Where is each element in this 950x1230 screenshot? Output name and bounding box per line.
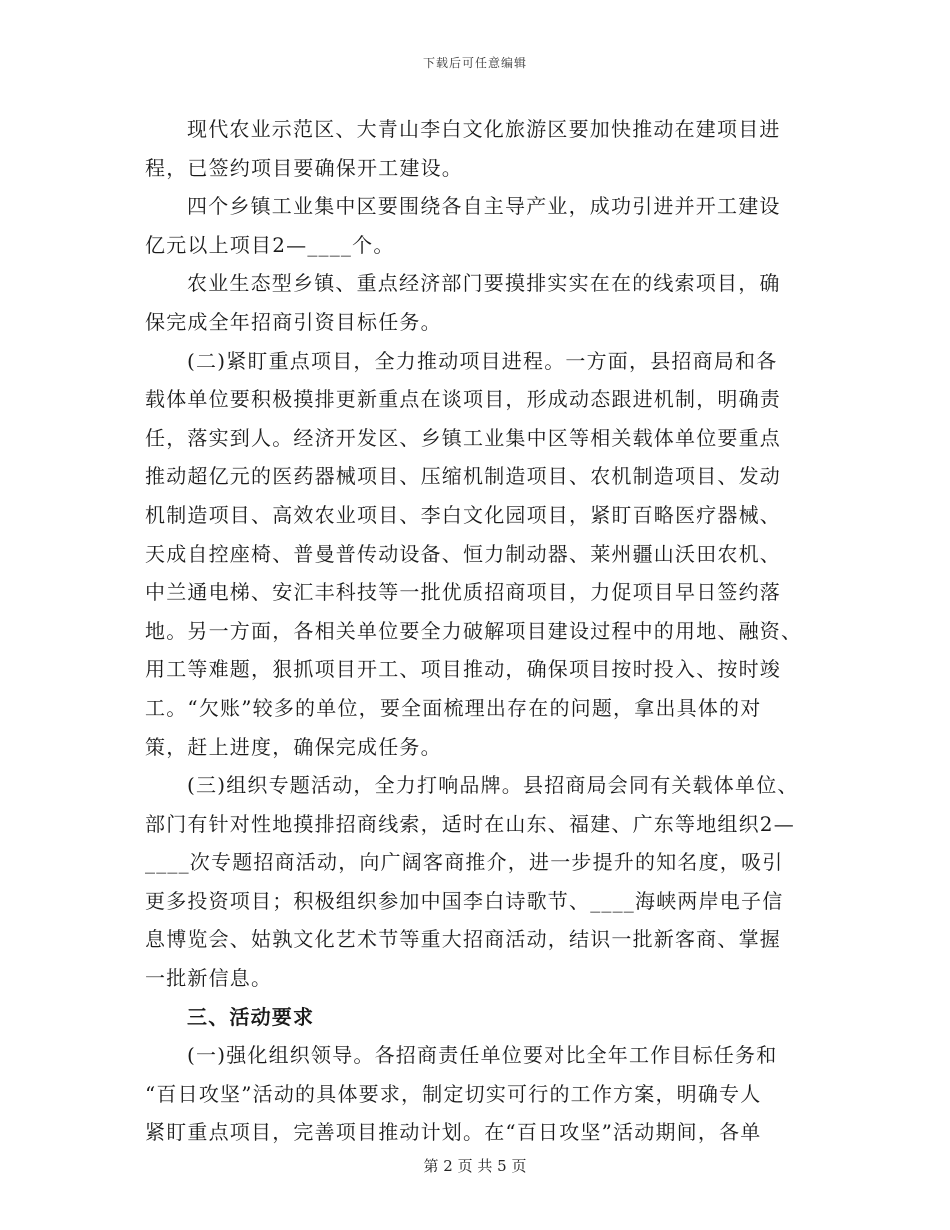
- text-line: 紧盯重点项目，完善项目推动计划。在“百日攻坚”活动期间，各单: [145, 1120, 762, 1145]
- text-line: 亿元以上项目2—____个。: [145, 232, 395, 257]
- paragraph-3: [145, 264, 805, 341]
- paragraph-6: [145, 1036, 805, 1152]
- text-line: 地。另一方面，各相关单位要全力破解项目建设过程中的用地、融资、: [145, 618, 803, 643]
- text-line: “百日攻坚”活动的具体要求，制定切实可行的工作方案，明确专人: [145, 1081, 762, 1106]
- document-body: [145, 110, 805, 1152]
- text-line: 息博览会、姑孰文化艺术节等重大招商活动，结识一批新客商、掌握: [145, 927, 781, 952]
- text-line: 任，落实到人。经济开发区、乡镇工业集中区等相关载体单位要重点: [145, 425, 781, 450]
- paragraph-2: [145, 187, 805, 264]
- text-line: 载体单位要积极摸排更新重点在谈项目，形成动态跟进机制，明确责: [145, 387, 781, 412]
- paragraph-4: [145, 342, 805, 767]
- text-line: 四个乡镇工业集中区要围绕各自主导产业，成功引进并开工建设: [187, 194, 781, 219]
- text-line: (三)组织专题活动，全力打响品牌。县招商局会同有关载体单位、: [187, 773, 799, 798]
- text-line: 推动超亿元的医药器械项目、压缩机制造项目、农机制造项目、发动: [145, 464, 781, 489]
- paragraph-5: [145, 766, 805, 998]
- text-line: 更多投资项目；积极组织参加中国李白诗歌节、____海峡两岸电子信: [145, 888, 784, 913]
- text-line: 农业生态型乡镇、重点经济部门要摸排实实在在的线索项目，确: [187, 271, 781, 296]
- text-line: 程，已签约项目要确保开工建设。: [145, 155, 463, 180]
- text-line: 策，赶上进度，确保完成任务。: [145, 734, 442, 759]
- text-line: 天成自控座椅、普曼普传动设备、恒力制动器、莱州疆山沃田农机、: [145, 541, 781, 566]
- text-line: 机制造项目、高效农业项目、李白文化园项目，紧盯百略医疗器械、: [145, 502, 781, 527]
- paragraph-1: [145, 110, 805, 187]
- text-line: 用工等难题，狠抓项目开工、项目推动，确保项目按时投入、按时竣: [145, 657, 781, 682]
- page-number-footer: 第 2 页 共 5 页: [423, 1157, 527, 1175]
- text-line: (一)强化组织领导。各招商责任单位要对比全年工作目标任务和: [187, 1043, 778, 1068]
- page-header-note: 下载后可任意编辑: [422, 56, 527, 70]
- section-heading: 三、活动要求: [187, 1004, 315, 1029]
- text-line: 中兰通电梯、安汇丰科技等一批优质招商项目，力促项目早日签约落: [145, 580, 781, 605]
- text-line: (二)紧盯重点项目，全力推动项目进程。一方面，县招商局和各: [187, 348, 778, 373]
- text-line: 工。“欠账”较多的单位，要全面梳理出存在的问题，拿出具体的对: [145, 695, 762, 720]
- text-line: 一批新信息。: [145, 966, 273, 991]
- text-line: ____次专题招商活动，向广阔客商推介，进一步提升的知名度，吸引: [145, 850, 784, 875]
- text-line: 保完成全年招商引资目标任务。: [145, 309, 442, 334]
- text-line: 部门有针对性地摸排招商线索，适时在山东、福建、广东等地组织2—: [145, 811, 795, 836]
- text-line: 现代农业示范区、大青山李白文化旅游区要加快推动在建项目进: [187, 117, 781, 141]
